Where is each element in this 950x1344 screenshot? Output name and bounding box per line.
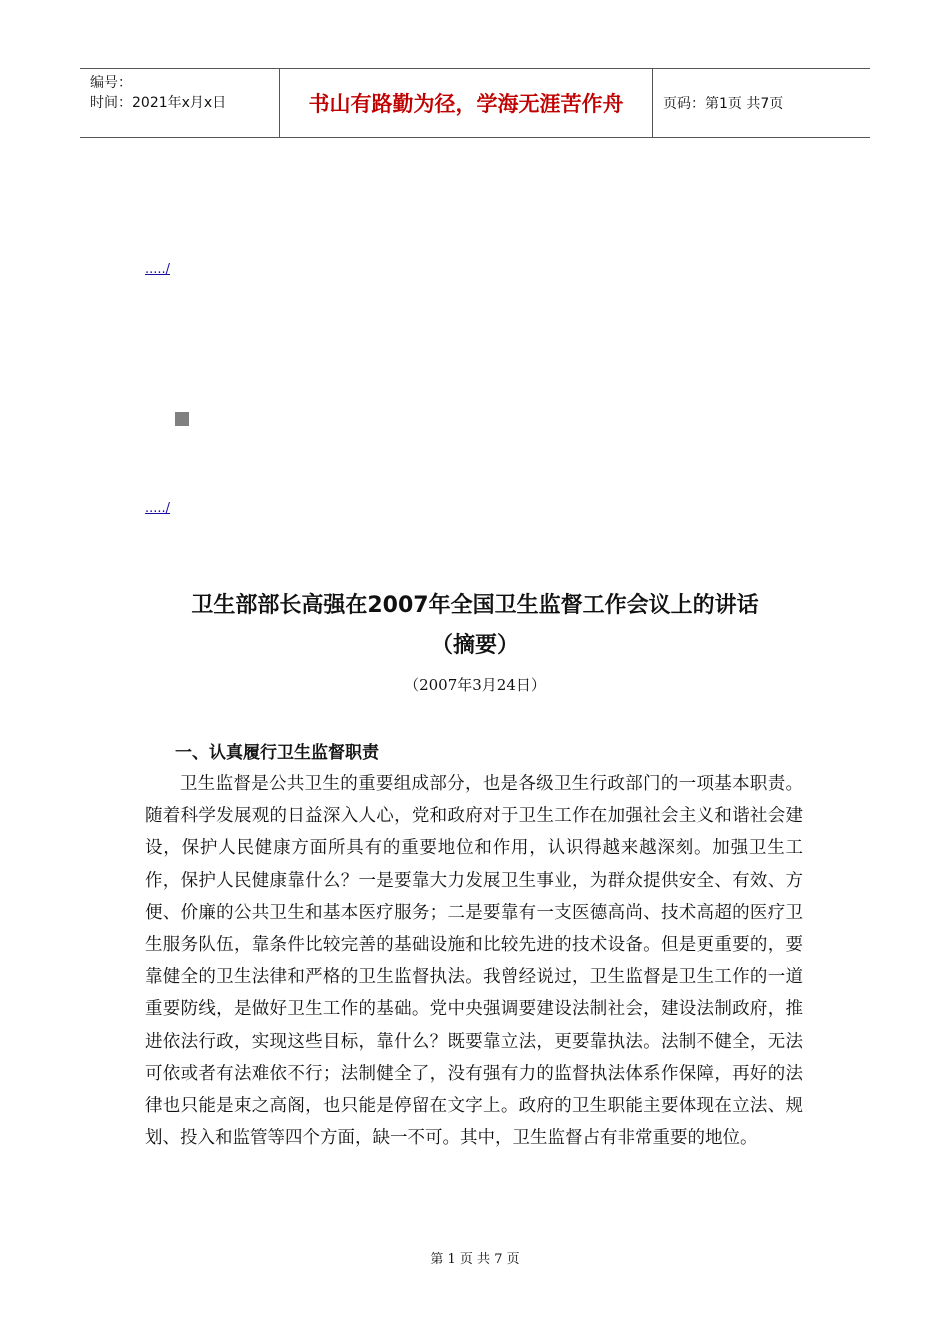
header-number-label: 编号： — [90, 75, 132, 91]
bottom-link[interactable]: ...../ — [145, 501, 171, 516]
header-page-info: 页码：第1页 共7页 — [663, 96, 784, 112]
section-heading: 一、认真履行卫生监督职责 — [175, 743, 379, 763]
header-time-label: 时间：2021年x月x日 — [90, 95, 227, 111]
header-meta — [80, 69, 280, 137]
page-header — [80, 68, 870, 138]
page-footer: 第 1 页 共 7 页 — [430, 1252, 520, 1267]
top-link[interactable]: ...../ — [145, 262, 171, 277]
document-subtitle: （摘要） — [430, 633, 519, 658]
document-date: （2007年3月24日） — [404, 676, 546, 694]
header-motto: 书山有路勤为径，学海无涯苦作舟 — [280, 69, 653, 137]
body-paragraph: 卫生监督是公共卫生的重要组成部分，也是各级卫生行政部门的一项基本职责。随着科学发展观的日益深入人心，党和政府对于卫生工作在加强社会主义和谐社会建设，保护人民健康方面所具有的重要地位和作用，认识得越来越深刻。加强卫生工作，保护人民健康靠什么？一是要靠大力发展卫生事业，为群众提供安全、有效、方便、价廉的公共卫生和基本医疗服务；二是要靠有一支医德高尚、技术高超的医疗卫生服务队伍，靠条件比较完善的基础设施和比较先进的技术设备。但是更重要的，要靠健全的卫生法律和严格的卫生监督执法。我曾经说过，卫生监督是卫生工作的一道重要防线，是做好卫生工作的基础。党中央强调要建设法制社会，建设法制政府，推进依法行政，实现这些目标，靠什么？既要靠立法，更要靠执法。法制不健全，无法可依或者有法难依不行；法制健全了，没有强有力的监督执法体系作保障，再好的法律也只能是束之高阁，也只能是停留在文字上。政府的卫生职能主要体现在立法、规划、投入和监管等四个方面，缺一不可。其中，卫生监督占有非常重要的地位。 — [145, 774, 803, 1149]
broken-image-icon — [175, 412, 189, 426]
document-title: 卫生部部长高强在2007年全国卫生监督工作会议上的讲话 — [191, 593, 759, 618]
